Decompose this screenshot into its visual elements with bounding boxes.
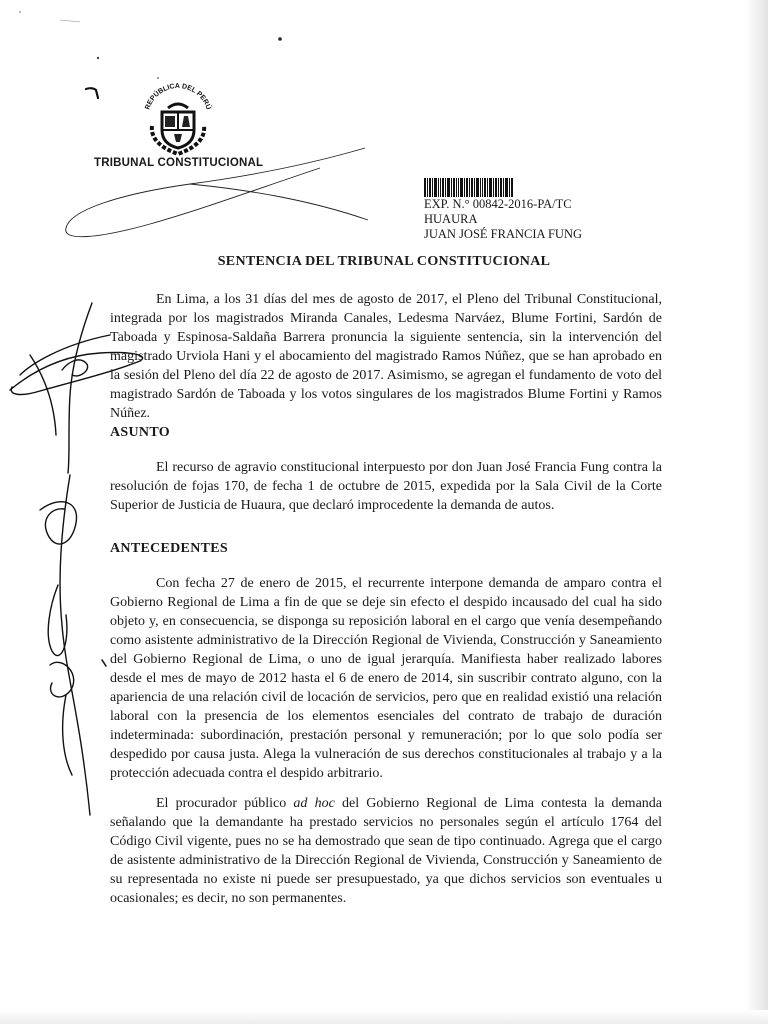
asunto-heading: ASUNTO: [110, 425, 170, 440]
svg-text:REPÚBLICA DEL PERÚ: REPÚBLICA DEL PERÚ: [144, 82, 212, 111]
antecedentes-paragraph-1: Con fecha 27 de enero de 2015, el recurrente interpone demanda de amparo contra el Gobierno Regional de Lima a fin de que se deje sin efecto el despido incausado del cual ha sido objeto y, en consecuencia, se disponga su reposición laboral en el cargo que venía desempeñando como asistente administrativo de la Dirección Regional de Vivienda, Construcción y Saneamiento del Gobierno Regional de Lima, o uno de igual jerarquía. Manifiesta haber realizado labores desde el mes de mayo de 2012 hasta el 6 de enero de 2014, sin suscribir contrato alguno, con la apariencia de una relación civil de locación de servicios, pero que en realidad existió una relación laboral con la presencia de los elementos esenciales del contrato de trabajo de duración indeterminada: subordinación, prestación personal y remuneración; por lo que solo podía ser despedido por causa justa. Alega la vulneración de sus derechos constitucionales al trabajo y a la protección adecuada contra el despido arbitrario.: [110, 576, 662, 781]
case-number: EXP. N.° 00842-2016-PA/TC: [424, 197, 572, 211]
p2-text-b: del Gobierno Regional de Lima contesta la demanda señalando que la demandante ha prestado servicios no personales según el artículo 1764 del Código Civil vigente, pues no se ha demostrado que sean de tipo continuado. Agrega que el cargo de asistente administrativo de la Dirección Regional de Vivienda, Construcción y Saneamiento de su representada no existe ni puede ser presupuestado, ya que dichos servicios son eventuales u ocasionales; es decir, no son permanentes.: [110, 796, 663, 906]
p2-italic: ad hoc: [293, 796, 335, 811]
signature-flourish: [30, 140, 380, 250]
case-reference: [424, 197, 582, 242]
document-title: SENTENCIA DEL TRIBUNAL CONSTITUCIONAL: [217, 254, 551, 269]
scan-edge-right: [746, 0, 768, 1024]
institution-name: TRIBUNAL CONSTITUCIONAL: [94, 157, 264, 169]
antecedentes-heading: ANTECEDENTES: [110, 541, 228, 556]
pen-mark: [84, 84, 114, 104]
intro-paragraph: En Lima, a los 31 días del mes de agosto de 2017, el Pleno del Tribunal Constitucional, integrada por los magistrados Miranda Canales, Ledesma Narváez, Blume Fortini, Sardón de Taboada y Espinosa-Saldaña Barrera pronuncia la siguiente sentencia, sin la intervención del magistrado Urviola Hani y el abocamiento del magistrado Ramos Núñez, que se han aprobado en la sesión del Pleno del día 22 de agosto de 2017. Asimismo, se agregan el fundamento de voto del magistrado Sardón de Taboada y los votos singulares de los magistrados Blume Fortini y Ramos Núñez.: [110, 292, 662, 421]
margin-tick: [100, 658, 112, 670]
asunto-paragraph: El recurso de agravio constitucional interpuesto por don Juan José Francia Fung contra la resolución de fojas 170, de fecha 1 de octubre de 2015, expedida por la Sala Civil de la Corte Superior de Justicia de Huaura, que declaró improcedente la demanda de autos.: [110, 460, 662, 513]
handwritten-signature: [0, 295, 150, 855]
p2-text-a: El procurador público: [156, 796, 294, 811]
antecedentes-paragraph-2: [110, 794, 662, 908]
case-place: HUAURA: [424, 212, 478, 226]
case-party: JUAN JOSÉ FRANCIA FUNG: [424, 227, 583, 241]
scan-edge-bottom: [0, 1010, 768, 1024]
barcode: [424, 178, 514, 197]
